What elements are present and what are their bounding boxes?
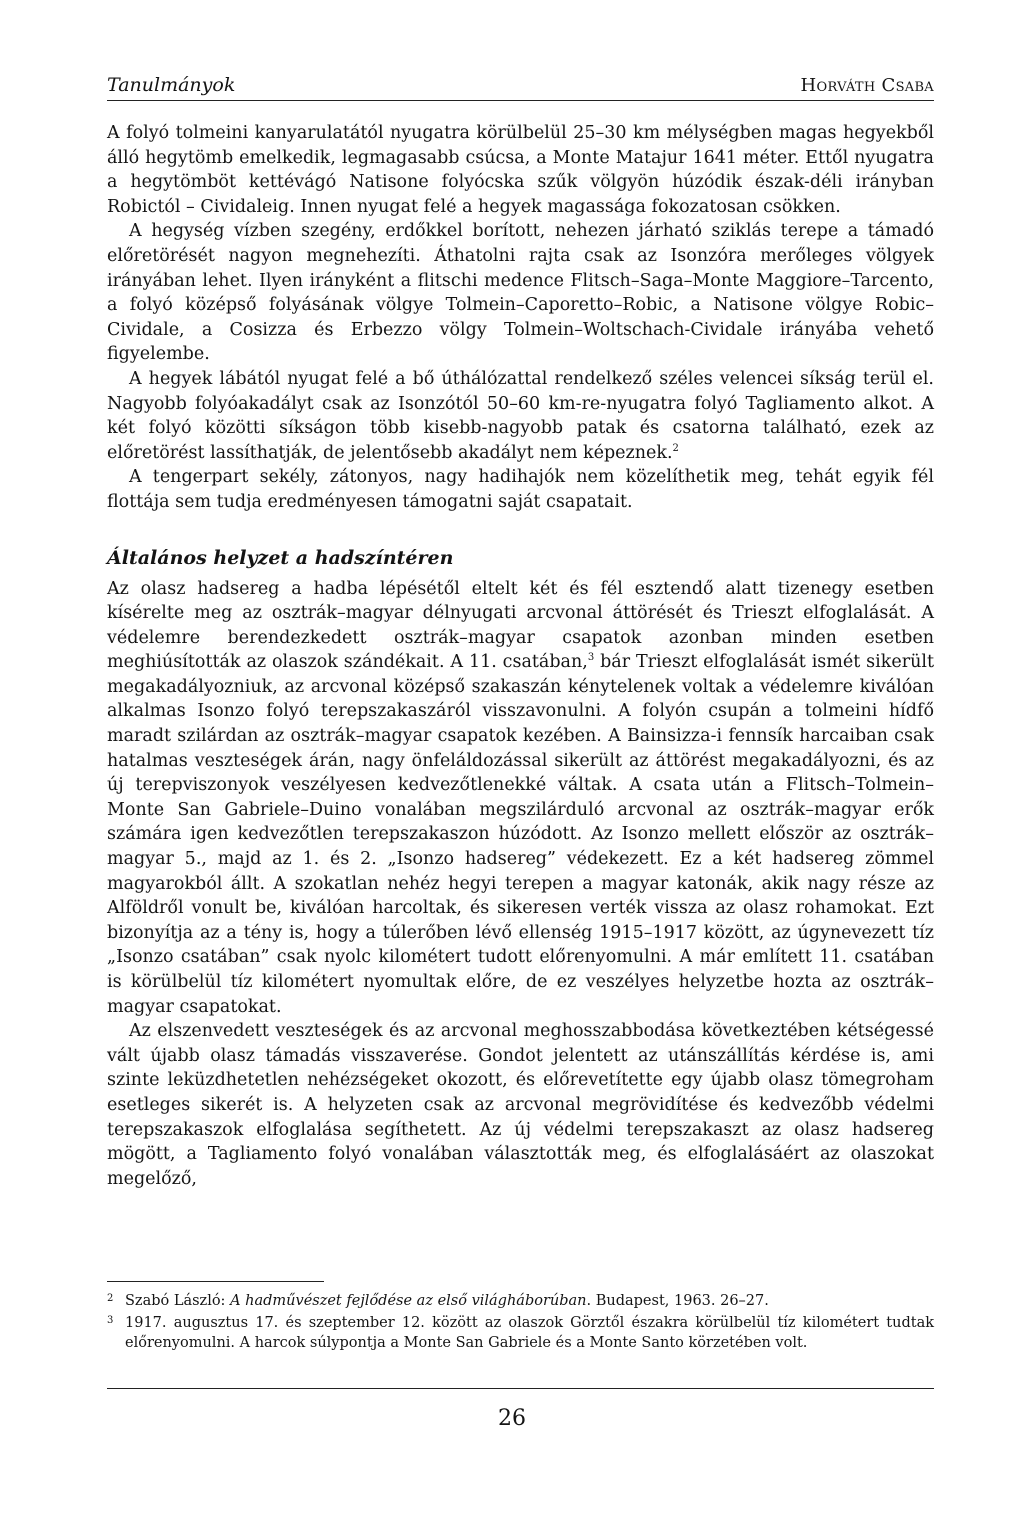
footnote-text: 1917. augusztus 17. és szeptember 12. között az olaszok Görztől északra körülbelül tíz kilométert tudtak előrenyomulni. A harcok súlypontja a Monte San Gabriele és a Monte Santo körzetében volt. [125,1314,934,1351]
footnote-number: 2 [107,1293,114,1304]
footnote-ref-3[interactable]: 3 [587,652,595,664]
footnote-book-title: A hadművészet fejlődése az első világháborúban [230,1293,587,1309]
footnote-text [125,1291,934,1312]
paragraph-3 [107,367,934,465]
footnote-publication: . Budapest, 1963. 26–27. [586,1293,769,1309]
running-head [107,74,934,101]
footnote-separator [107,1281,324,1282]
paragraph-5 [107,577,934,1020]
footnote-3 [107,1313,934,1354]
paragraph-1: A folyó tolmeini kanyarulatától nyugatra körülbelül 25–30 km mélységben magas hegyekből álló hegytömb emelkedik, legmagasabb csúcsa, a Monte Matajur 1641 méter. Ettől nyugatra a hegytömböt kettévágó Natisone folyócska szűk völgyön húzódik észak-déli irányban Robictól – Cividaleig. Innen nyugat felé a hegyek magassága fokozatosan csökken. [107,123,934,217]
paragraph-5-text-a: Az olasz hadsereg a hadba lépésétől eltelt két és fél esztendő alatt tizenegy esetben kísérelte meg az osztrák–magyar délnyugati arcvonal áttörését és Trieszt elfoglalását. A védelemre berendezkedett osztrák–magyar csapatok azonban minden esetben meghiúsították az olaszok szándékait. A 11. csatában, [107,578,934,673]
paragraph-5-text-b: bár Trieszt elfoglalását ismét sikerült megakadályozniuk, az arcvonal középső szakaszán kénytelenek voltak a védelemre kiválóan alkalmas Isonzo folyó terepszakaszáról visszavonulni. A folyón csupán a tolmeini hídfő maradt szilárdan az osztrák–magyar csapatok kezében. A Bainsizza-i fennsík harcaiban csak hatalmas veszteségek árán, nagy önfeláldozással sikerült az áttörést megakadályozni, és az új terepviszonyok veszélyesen kedvezőtlenekké váltak. A csata után a Flitsch–Tolmein–Monte San Gabriele–Duino vonalában megszilárduló arcvonal az osztrák–magyar erők számára igen kedvezőtlen terepszakaszon húzódott. Az Isonzo mellett először az osztrák–magyar 5., majd az 1. és 2. „Isonzo hadsereg” védekezett. Ez a két hadsereg zömmel magyarokból állt. A szokatlan nehéz hegyi terepen a magyar katonák, akik nagy része az Alföldről vonult be, kiválóan harcoltak, és sikeresen verték vissza az olasz rohamokat. Ezt bizonyítja az a tény is, hogy a túlerőben lévő ellenség 1915–1917 között, az úgynevezett tíz „Isonzo csatában” csak nyolc kilométert tudott előrenyomulni. A már említett 11. csatában is körülbelül tíz kilométert nyomultak előre, de ez veszélyes helyzetbe hozta az osztrák–magyar csapatokat. [107,652,934,1017]
body-text [107,121,934,1191]
section-title: Tanulmányok [107,74,236,96]
footnote-ref-2[interactable]: 2 [672,442,679,454]
paragraph-4: A tengerpart sekély, zátonyos, nagy hadihajók nem közelíthetik meg, tehát egyik fél flottája sem tudja eredményesen támogatni saját csapatait. [107,467,934,512]
footnote-author: Szabó László: [125,1293,231,1309]
author-name: Horváth Csaba [800,75,934,96]
paragraph-2: A hegység vízben szegény, erdőkkel borított, nehezen járható sziklás terepe a támadó előretörését nagyon megnehezíti. Áthatolni rajta csak az Isonzóra merőleges völgyek irányában lehet. Ilyen irányként a flitschi medence Flitsch–Saga–Monte Maggiore–Tarcento, a folyó középső folyásának völgye Tolmein–Caporetto–Robic, a Natisone völgye Robic–Cividale, a Cosizza és Erbezzo völgy Tolmein–Woltschach-Cividale irányába vehető figyelembe. [107,221,934,365]
footnote-2 [107,1291,934,1312]
footer-rule [107,1388,934,1389]
section-heading: Általános helyzet a hadszíntéren [107,546,454,569]
page-number: 26 [498,1406,526,1431]
paragraph-3-text: A hegyek lábától nyugat felé a bő úthálózattal rendelkező széles velencei síkság terül el. Nagyobb folyóakadályt csak az Isonzótól 50–60 km-re-nyugatra folyó Tagliamento alkot. A két folyó közötti síkságon több kisebb-nagyobb patak és csatorna található, ezek az előretörést lassíthatják, de jelentősebb akadályt nem képeznek. [107,368,934,463]
footnote-number: 3 [107,1314,114,1326]
footnotes [107,1291,934,1355]
paragraph-6: Az elszenvedett veszteségek és az arcvonal meghosszabbodása következtében kétségessé vált újabb olasz támadás visszaverése. Gondot jelentett az utánszállítás kérdése is, ami szinte leküzdhetetlen nehézségeket okozott, és előrevetítette egy újabb olasz tömegroham esetleges sikerét is. A helyzeten csak az arcvonal megrövidítése és kedvezőbb védelmi terepszakaszok elfoglalása segíthetett. Az új védelmi terepszakaszt az olasz hadsereg mögött, a Tagliamento folyó vonalában választották meg, és elfoglalásáért az olaszokat megelőző, [107,1021,934,1189]
